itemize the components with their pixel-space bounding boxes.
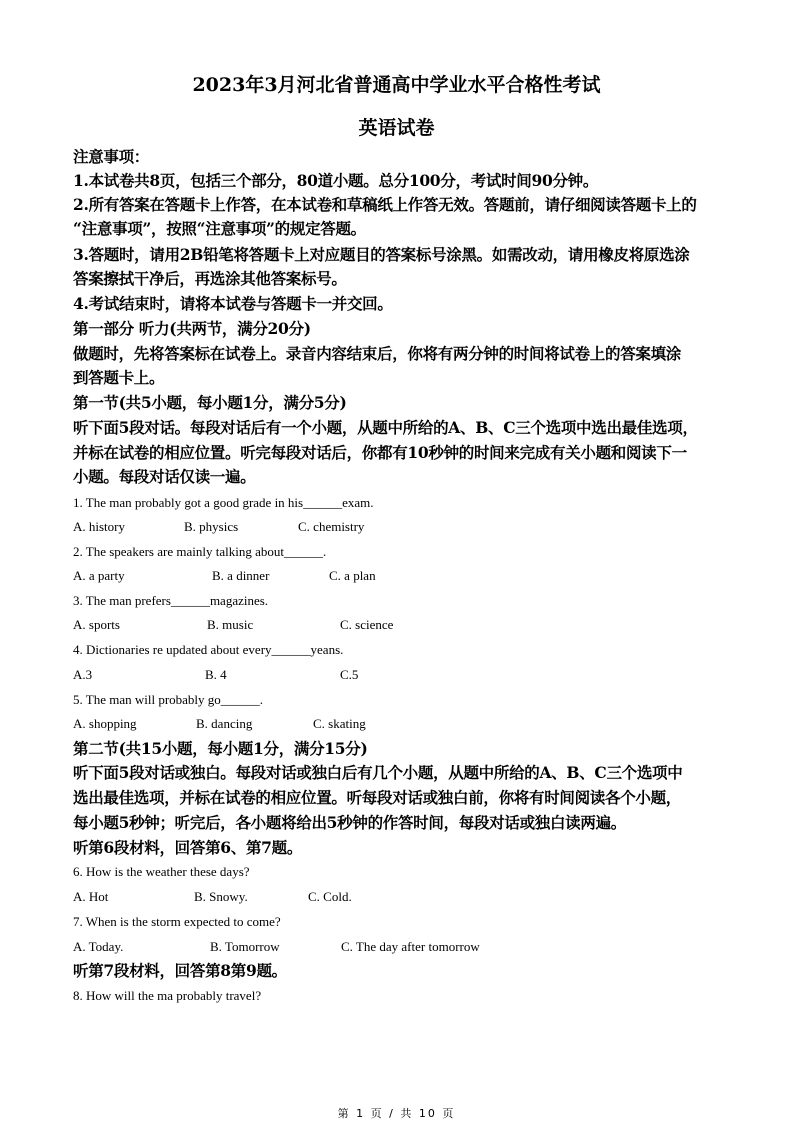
option-b: B. Tomorrow (210, 939, 280, 954)
section2-instructions: 每小题5秒钟；听完后，各小题将给出5秒钟的作答时间，每段对话或独白读两遍。 (73, 813, 626, 832)
question-2: 2. The speakers are mainly talking about______. (73, 544, 327, 559)
exam-title: 2023年3月河北省普通高中学业水平合格性考试 (192, 74, 601, 96)
part1-instructions: 到答题卡上。 (73, 368, 165, 387)
notice-heading: 注意事项： (73, 147, 150, 166)
section2-instructions: 选出最佳选项，并标在试卷的相应位置。听每段对话或独白前，你将有时间阅读各个小题， (73, 788, 682, 807)
notice-item: 答案擦拭干净后，再选涂其他答案标号。 (73, 269, 347, 288)
option-b: B. Snowy. (194, 889, 248, 904)
page-footer: 第 1 页 / 共 10 页 (337, 1107, 456, 1120)
part1-heading: 第一部分 听力(共两节，满分20分) (73, 319, 311, 338)
question-6: 6. How is the weather these days? (73, 864, 250, 879)
section1-instructions: 听下面5段对话。每段对话后有一个小题，从题中所给的A、B、C三个选项中选出最佳选项， (73, 418, 698, 437)
section2-heading: 第二节(共15小题，每小题1分，满分15分) (73, 739, 368, 758)
question-7: 7. When is the storm expected to come? (73, 914, 281, 929)
notice-item: 1.本试卷共8页，包括三个部分，80道小题。总分100分，考试时间90分钟。 (73, 171, 599, 190)
option-a: A. history (73, 519, 125, 534)
question-8: 8. How will the ma probably travel? (73, 988, 262, 1003)
notice-item: 2.所有答案在答题卡上作答，在本试卷和草稿纸上作答无效。答题前，请仔细阅读答题卡上的 (73, 195, 697, 214)
option-a: A. Today. (73, 939, 124, 954)
material-7-heading: 听第7段材料，回答第8第9题。 (73, 961, 287, 980)
question-3: 3. The man prefers______magazines. (73, 593, 269, 608)
option-c: C.5 (340, 667, 359, 682)
question-5: 5. The man will probably go______. (73, 692, 264, 707)
option-b: B. music (207, 617, 254, 632)
option-c: C. a plan (329, 568, 376, 583)
notice-item: “注意事项”，按照“注意事项”的规定答题。 (73, 219, 366, 238)
option-b: B. physics (184, 519, 239, 534)
option-a: A. a party (73, 568, 125, 583)
option-a: A. Hot (73, 889, 109, 904)
option-a: A. shopping (73, 716, 137, 731)
option-b: B. dancing (196, 716, 253, 731)
option-b: B. a dinner (212, 568, 270, 583)
notice-item: 4.考试结束时，请将本试卷与答题卡一并交回。 (73, 294, 393, 313)
option-c: C. The day after tomorrow (341, 939, 480, 954)
question-1: 1. The man probably got a good grade in his______exam. (73, 495, 374, 510)
section1-heading: 第一节(共5小题，每小题1分，满分5分) (73, 393, 347, 412)
option-c: C. skating (313, 716, 366, 731)
material-6-heading: 听第6段材料，回答第6、第7题。 (73, 838, 303, 857)
option-a: A.3 (73, 667, 93, 682)
question-4: 4. Dictionaries re updated about every______yeans. (73, 642, 344, 657)
option-b: B. 4 (205, 667, 227, 682)
section1-instructions: 并标在试卷的相应位置。听完每段对话后，你都有10秒钟的时间来完成有关小题和阅读下一 (73, 443, 687, 462)
option-c: C. Cold. (308, 889, 352, 904)
option-c: C. science (340, 617, 394, 632)
notice-item: 3.答题时，请用2B铅笔将答题卡上对应题目的答案标号涂黑。如需改动，请用橡皮将原选涂 (73, 245, 690, 264)
section1-instructions: 小题。每段对话仅读一遍。 (73, 467, 256, 486)
option-a: A. sports (73, 617, 120, 632)
section2-instructions: 听下面5段对话或独白。每段对话或独白后有几个小题，从题中所给的A、B、C三个选项中 (73, 763, 683, 782)
part1-instructions: 做题时，先将答案标在试卷上。录音内容结束后，你将有两分钟的时间将试卷上的答案填涂 (73, 344, 682, 363)
exam-subtitle: 英语试卷 (358, 117, 435, 139)
option-c: C. chemistry (298, 519, 365, 534)
